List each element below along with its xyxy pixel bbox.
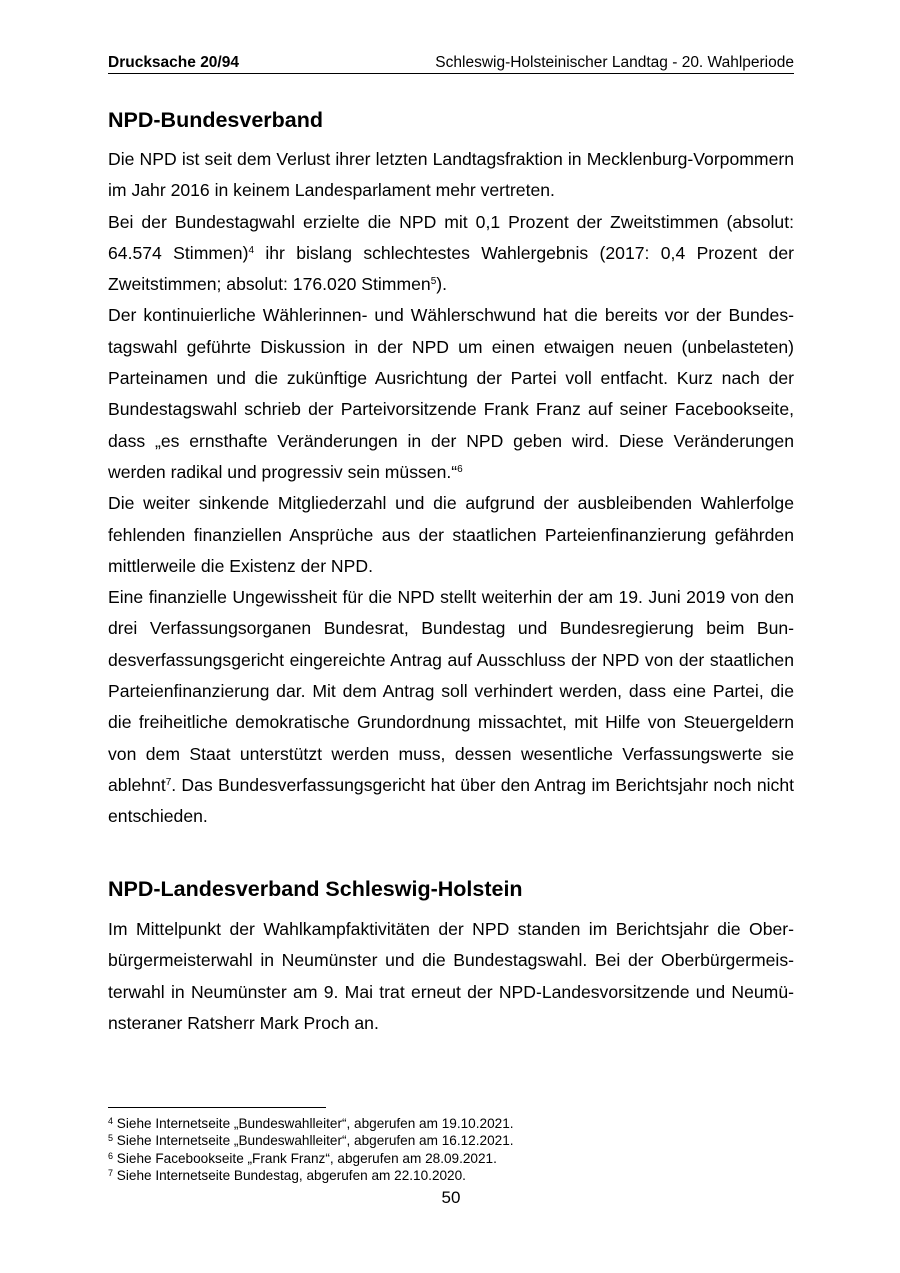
paragraph: Eine finanzielle Ungewissheit für die NPD stellt weiterhin der am 19. Juni 2019 von den drei Verfassungsorganen Bundesrat, Bundestag und Bundesregierung beim Bundesverfassungsgericht eingereichte Antrag auf Ausschluss der NPD von der staatlichen Parteienfinanzierung dar. Mit dem Antrag soll verhindert werden, dass eine Partei, die die freiheitliche demokratische Grundordnung missachtet, mit Hilfe von Steuergeldern von dem Staat unterstützt werden muss, dessen wesentliche Verfassungswerte sie ablehnt$^7$. Das Bundesverfassungsgericht hat über den Antrag im Berichtsjahr noch nicht entschieden. xyxy=(108,587,794,827)
document-number: Drucksache 20/94 xyxy=(108,54,239,71)
footnote: $^7$ Siehe Internetseite Bundestag, abgerufen am 22.10.2020. xyxy=(108,1168,466,1184)
section-body-bundesverband xyxy=(108,144,794,833)
footnote-ref: 5 xyxy=(430,276,437,288)
page-header xyxy=(108,54,794,74)
footnote-ref: 4 xyxy=(248,244,254,256)
paragraph: Die weiter sinkende Mitgliederzahl und die aufgrund der ausbleibenden Wahlerfolge fehlenden finanziellen Ansprüche aus der staatlichen Parteienfinanzierung gefährden mittlerweile die Existenz der NPD. xyxy=(108,493,794,576)
footnote: $^6$ Siehe Facebookseite „Frank Franz“, abgerufen am 28.09.2021. xyxy=(108,1150,497,1166)
paragraph: Der kontinuierliche Wählerinnen- und Wählerschwund hat die bereits vor der Bundestagswahl geführte Diskussion in der NPD um einen etwaigen neuen (unbelasteten) Parteinamen und die zukünftige Ausrichtung der Partei voll entfacht. Kurz nach der Bundestagswahl schrieb der Parteivorsitzende Frank Franz auf seiner Facebookseite, dass „es ernsthafte Veränderungen in der NPD geben wird. Diese Veränderungen werden radikal und progressiv sein müssen.“$^6$ xyxy=(108,305,794,482)
footnote: $^4$ Siehe Internetseite „Bundeswahlleiter“, abgerufen am 19.10.2021. xyxy=(108,1116,514,1131)
paragraph: Bei der Bundestagwahl erzielte die NPD mit 0,1 Prozent der Zweitstimmen (absolut: 64.574 Stimmen)$^4$ ihr bislang schlechtestes Wahlergebnis (2017: 0,4 Prozent der Zweitstimmen; absolut: 176.020 Stimmen$^5$). xyxy=(108,211,794,295)
section-heading-landesverband: NPD-Landesverband Schleswig-Holstein xyxy=(108,877,523,901)
footnote-separator xyxy=(108,1107,326,1108)
paragraph: Die NPD ist seit dem Verlust ihrer letzten Landtagsfraktion in Mecklenburg-Vorpommern im Jahr 2016 in keinem Landesparlament mehr vertreten. xyxy=(108,149,794,201)
footnote: $^5$ Siehe Internetseite „Bundeswahlleiter“, abgerufen am 16.12.2021. xyxy=(108,1133,514,1149)
footnote-ref: 7 xyxy=(165,776,172,788)
footnote-ref: 6 xyxy=(457,463,463,475)
paragraph: Im Mittelpunkt der Wahlkampfaktivitäten der NPD standen im Berichtsjahr die Oberbürgermeisterwahl in Neumünster und die Bundestagswahl. Bei der Oberbürgermeisterwahl in Neumünster am 9. Mai trat erneut der NPD-Landesvorsitzende und Neumünsteraner Ratsherr Mark Proch an. xyxy=(108,919,794,1033)
page-number: 50 xyxy=(441,1188,461,1207)
section-body-landesverband xyxy=(108,914,794,1039)
publication-title: Schleswig-Holsteinischer Landtag - 20. Wahlperiode xyxy=(435,54,794,71)
footnotes xyxy=(108,1115,794,1185)
section-heading-bundesverband: NPD-Bundesverband xyxy=(108,108,324,132)
